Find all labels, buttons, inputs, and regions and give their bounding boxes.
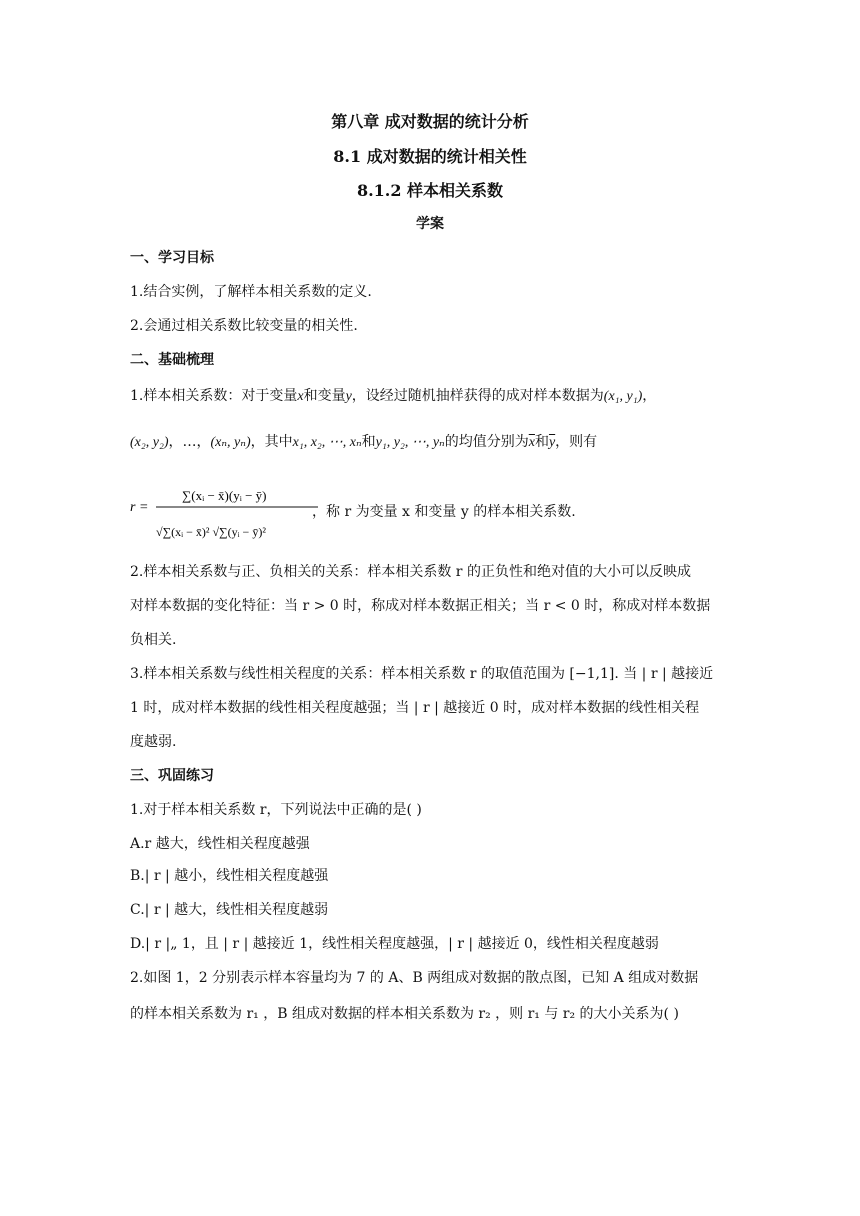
y-mean: $\overline{y}$	[548, 435, 556, 450]
text-segment: 和变量	[303, 388, 346, 404]
formula-lhs: r =	[130, 500, 149, 515]
sign-relation-line-1: 2.样本相关系数与正、负相关的关系：样本相关系数 r 的正负性和绝对值的大小可以反映成	[130, 564, 691, 580]
doc-type-label: 学案	[416, 216, 444, 232]
section1-heading: 一、学习目标	[130, 250, 214, 266]
sign-relation-line-3: 负相关.	[130, 632, 177, 648]
variable-x: x	[297, 389, 304, 404]
objective-item-1: 1.结合实例，了解样本相关系数的定义.	[130, 284, 372, 300]
text-segment: ，	[642, 388, 657, 404]
strength-relation-line-2: 1 时，成对样本数据的线性相关程度越强；当 | r | 越接近 0 时，成对样本数据的线性相关程	[130, 700, 700, 716]
correlation-formula	[128, 474, 328, 554]
text-segment: 和	[361, 434, 376, 450]
question-2-line-2: 的样本相关系数为 r₁ ，B 组成对数据的样本相关系数为 r₂ ，则 r₁ 与 r₂ 的大小关系为( )	[130, 1006, 679, 1022]
definition-line-1	[130, 386, 656, 407]
chapter-title: 第八章 成对数据的统计分析	[331, 112, 529, 131]
variable-y: y	[345, 389, 352, 404]
pair-1: (x₁, y₁)	[603, 389, 643, 404]
text-segment: 的均值分别为	[444, 434, 529, 450]
text-segment: 1.样本相关系数：对于变量	[130, 388, 298, 404]
text-segment: ，…，	[168, 434, 211, 450]
objective-item-2: 2.会通过相关系数比较变量的相关性.	[130, 318, 358, 334]
formula-denominator: √∑(xᵢ − x̄)² √∑(yᵢ − ȳ)²	[156, 525, 266, 539]
pair-n: (xₙ, yₙ)	[210, 435, 251, 450]
question-1-option-a: A.r 越大，线性相关程度越强	[130, 836, 310, 852]
section-title: 8.1 成对数据的统计相关性	[333, 147, 527, 166]
strength-relation-line-3: 度越弱.	[130, 734, 177, 750]
question-2-line-1: 2.如图 1，2 分别表示样本容量均为 7 的 A、B 两组成对数据的散点图，已知 A 组成对数据	[130, 970, 699, 986]
text-segment: ，其中	[250, 434, 293, 450]
x-values: x₁, x₂, ⋯, xₙ	[292, 435, 362, 450]
text-segment: ，设经过随机抽样获得的成对样本数据为	[351, 388, 604, 404]
text-segment: ，则有	[555, 434, 598, 450]
question-1-option-d: D.| r |„ 1，且 | r | 越接近 1，线性相关程度越强，| r | 越接近 0，线性相关程度越弱	[130, 936, 659, 952]
sign-relation-line-2: 对样本数据的变化特征：当 r > 0 时，称成对样本数据正相关；当 r < 0 时，称成对样本数据	[130, 598, 711, 614]
y-values: y₁, y₂, ⋯, yₙ	[375, 435, 445, 450]
section3-heading: 三、巩固练习	[130, 768, 214, 784]
question-1-option-b: B.| r | 越小，线性相关程度越强	[130, 868, 329, 884]
definition-line-2	[130, 432, 597, 453]
strength-relation-line-1: 3.样本相关系数与线性相关程度的关系：样本相关系数 r 的取值范围为 [−1,1]. 当 | r | 越接近	[130, 666, 714, 682]
section2-heading: 二、基础梳理	[130, 352, 214, 368]
x-mean: $\overline{x}$	[528, 435, 535, 450]
formula-numerator: ∑(xᵢ − x̄)(yᵢ − ȳ)	[182, 488, 267, 503]
question-1: 1.对于样本相关系数 r，下列说法中正确的是( )	[130, 802, 422, 818]
pair-2: (x₂, y₂)	[130, 435, 169, 450]
subsection-title: 8.1.2 样本相关系数	[356, 181, 504, 200]
text-segment: 和	[534, 434, 549, 450]
definition-tail: ，称 r 为变量 x 和变量 y 的样本相关系数.	[312, 504, 576, 520]
question-1-option-c: C.| r | 越大，线性相关程度越弱	[130, 902, 329, 918]
